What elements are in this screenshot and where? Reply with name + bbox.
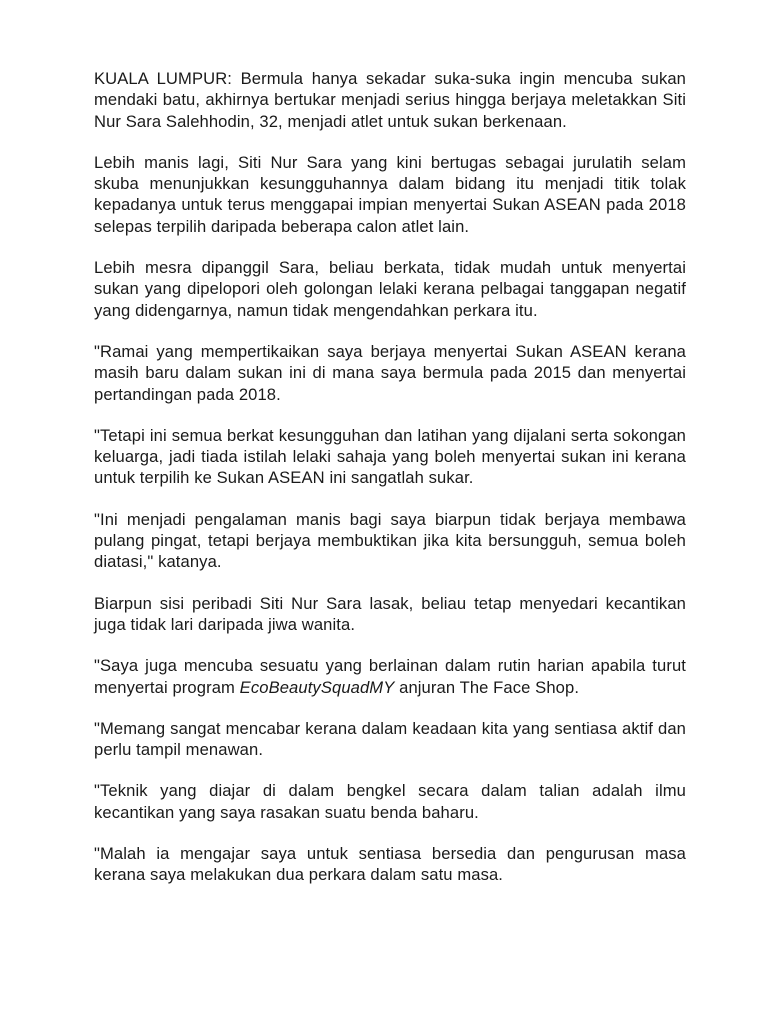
paragraph-9: "Memang sangat mencabar kerana dalam keadaan kita yang sentiasa aktif dan perlu tampil menawan. [94, 718, 686, 760]
paragraph-11: "Malah ia mengajar saya untuk sentiasa bersedia dan pengurusan masa kerana saya melakukan dua perkara dalam satu masa. [94, 844, 686, 885]
article-body [94, 68, 686, 886]
paragraph-2: Lebih manis lagi, Siti Nur Sara yang kini bertugas sebagai jurulatih selam skuba menunjukkan kesungguhannya dalam bidang itu menjadi titik tolak kepadanya untuk terus menggapai impian menyertai Sukan ASEAN pada 2018 selepas terpilih daripada beberapa calon atlet lain. [94, 152, 686, 236]
paragraph-3: Lebih mesra dipanggil Sara, beliau berkata, tidak mudah untuk menyertai sukan yang dipelopori oleh golongan lelaki kerana pelbagai tanggapan negatif yang didengarnya, namun tidak mengendahkan perkara itu. [94, 258, 686, 320]
paragraph-6: "Ini menjadi pengalaman manis bagi saya biarpun tidak berjaya membawa pulang pingat, tetapi berjaya membuktikan jika kita bersungguh, semua boleh diatasi," katanya. [94, 509, 686, 572]
paragraph-5: "Tetapi ini semua berkat kesungguhan dan latihan yang dijalani serta sokongan keluarga, jadi tiada istilah lelaki sahaja yang boleh menyertai sukan ini kerana untuk terpilih ke Sukan ASEAN ini sangatlah sukar. [94, 425, 686, 488]
program-name: EcoBeautySquadMY [239, 677, 395, 697]
paragraph-1: KUALA LUMPUR: Bermula hanya sekadar suka-suka ingin mencuba sukan mendaki batu, akhirnya bertukar menjadi serius hingga berjaya meletakkan Siti Nur Sara Salehhodin, 32, menjadi atlet untuk sukan berkenaan. [94, 69, 686, 131]
paragraph-8 [94, 655, 686, 698]
paragraph-8-text-after: anjuran The Face Shop. [394, 677, 580, 697]
paragraph-8-text-before: "Saya juga mencuba sesuatu yang berlainan dalam rutin harian apabila turut menyertai program [94, 656, 686, 697]
paragraph-4: "Ramai yang mempertikaikan saya berjaya menyertai Sukan ASEAN kerana masih baru dalam sukan ini di mana saya bermula pada 2015 dan menyertai pertandingan pada 2018. [94, 341, 686, 404]
paragraph-10: "Teknik yang diajar di dalam bengkel secara dalam talian adalah ilmu kecantikan yang saya rasakan suatu benda baharu. [94, 781, 686, 822]
paragraph-7: Biarpun sisi peribadi Siti Nur Sara lasak, beliau tetap menyedari kecantikan juga tidak lari daripada jiwa wanita. [94, 593, 686, 634]
